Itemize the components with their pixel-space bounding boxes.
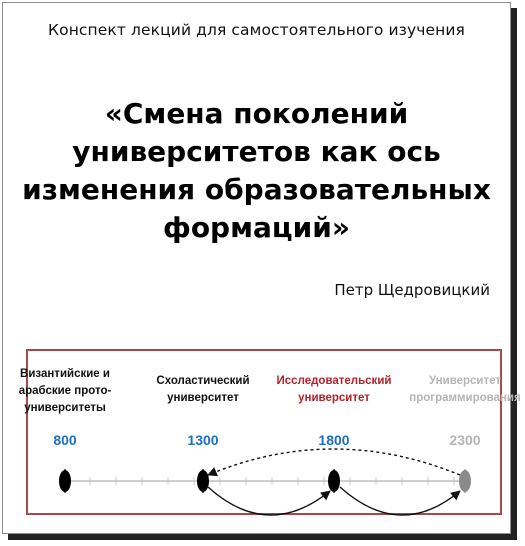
title-line: университетов как ось <box>72 135 441 168</box>
era-label: программирования <box>409 392 521 404</box>
era-label: университет <box>298 392 370 404</box>
title-line: изменения образовательных <box>22 173 491 206</box>
era-marker <box>59 470 71 492</box>
era-label: арабские прото- <box>18 385 112 397</box>
university-timeline-figure <box>18 349 521 515</box>
solid-arrow <box>208 487 330 515</box>
era-label: Университет <box>428 375 502 387</box>
era-marker <box>197 470 209 492</box>
era-label: Византийские и <box>20 368 110 380</box>
era-label: университеты <box>24 402 106 414</box>
era-label: Схоластический <box>156 375 250 387</box>
era-marker <box>328 470 340 492</box>
solid-arrow <box>340 487 460 515</box>
era-year: 1300 <box>187 432 219 448</box>
era-year: 2300 <box>449 432 481 448</box>
era-label: университет <box>167 392 239 404</box>
header-text: Конспект лекций для самостоятельного изучения <box>48 21 465 39</box>
lecture-cover-card <box>2 2 521 534</box>
lecture-title <box>17 95 496 247</box>
era-year: 800 <box>53 432 77 448</box>
author-name: Петр Щедровицкий <box>334 281 490 299</box>
era-label: Исследовательский <box>276 375 392 387</box>
title-line: «Смена поколений <box>104 97 409 130</box>
era-marker <box>459 470 471 492</box>
era-year: 1800 <box>318 432 350 448</box>
title-line: формаций» <box>163 211 350 244</box>
timeline-diagram <box>18 351 521 517</box>
